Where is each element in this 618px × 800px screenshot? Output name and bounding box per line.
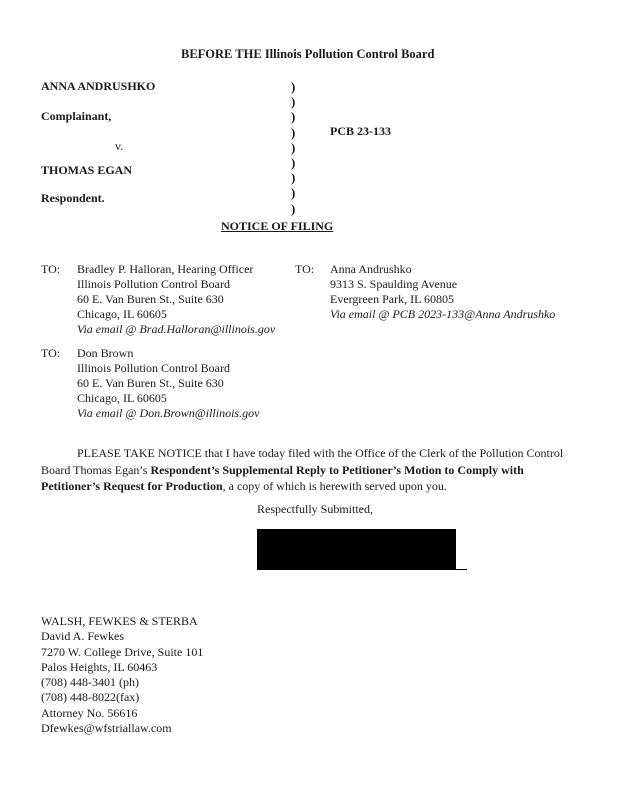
attorney-number: Attorney No. 56616 xyxy=(41,705,138,720)
notice-body xyxy=(41,445,581,495)
address-line: 60 E. Van Buren St., Suite 630 xyxy=(77,376,224,390)
address-line: Illinois Pollution Control Board xyxy=(77,361,231,375)
to-label: TO: xyxy=(295,262,315,276)
complainant-label: Complainant, xyxy=(41,109,112,123)
address-line: Bradley P. Halloran, Hearing Officer xyxy=(77,262,254,276)
firm-address-city: Palos Heights, IL 60463 xyxy=(41,659,158,674)
address-line: Chicago, IL 60605 xyxy=(77,307,167,321)
address-line: 9313 S. Spaulding Avenue xyxy=(330,277,458,291)
to-label: TO: xyxy=(41,262,61,276)
address-line: Anna Andrushko xyxy=(330,262,412,276)
case-number: PCB 23-133 xyxy=(330,124,391,138)
firm-email[interactable]: Dfewkes@wfstriallaw.com xyxy=(41,721,172,736)
to-label: TO: xyxy=(41,346,61,360)
address-line: Don Brown xyxy=(77,346,134,360)
address-line: Illinois Pollution Control Board xyxy=(77,277,231,291)
address-line: Evergreen Park, IL 60805 xyxy=(330,292,454,306)
firm-phone: (708) 448-3401 (ph) xyxy=(41,675,139,690)
firm-name: WALSH, FEWKES & STERBA xyxy=(41,614,198,628)
redacted-signature xyxy=(257,529,456,570)
versus-label: v. xyxy=(115,139,124,153)
respondent-label: Respondent. xyxy=(41,191,105,205)
signature-line xyxy=(257,569,467,570)
recipient-address-brown xyxy=(77,346,259,421)
recipient-email[interactable]: Via email @ PCB 2023-133@Anna Andrushko xyxy=(330,307,556,321)
closing-text: Respectfully Submitted, xyxy=(257,502,373,516)
firm-block xyxy=(41,614,203,736)
recipient-email[interactable]: Via email @ Brad.Halloran@illinois.gov xyxy=(77,322,276,336)
firm-address-street: 7270 W. College Drive, Suite 101 xyxy=(41,644,204,659)
firm-fax: (708) 448-8022(fax) xyxy=(41,690,140,705)
caption-parentheses: ) ) ) ) ) ) ) ) ) xyxy=(291,79,296,216)
notice-title: NOTICE OF FILING xyxy=(221,219,334,233)
recipient-address-halloran xyxy=(77,262,275,337)
body-text-closing: , a copy of which is herewith served upon you. xyxy=(222,479,447,493)
respondent-name: THOMAS EGAN xyxy=(41,163,133,177)
recipient-email[interactable]: Via email @ Don.Brown@illinois.gov xyxy=(77,406,260,420)
attorney-name: David A. Fewkes xyxy=(41,629,124,644)
address-line: 60 E. Van Buren St., Suite 630 xyxy=(77,292,224,306)
recipient-address-andrushko xyxy=(330,262,555,322)
complainant-name: ANNA ANDRUSHKO xyxy=(41,79,156,93)
body-document-title: Respondent’s Supplemental Reply to Petitioner’s Motion to Comply with Petitioner’s Request for Production xyxy=(41,462,524,493)
document-heading: BEFORE THE Illinois Pollution Control Board xyxy=(181,47,435,61)
body-text-intro: PLEASE TAKE NOTICE that I have today filed with the Office of the Clerk of the Pollution Control Board Thomas Egan’s xyxy=(41,446,564,477)
address-line: Chicago, IL 60605 xyxy=(77,391,167,405)
